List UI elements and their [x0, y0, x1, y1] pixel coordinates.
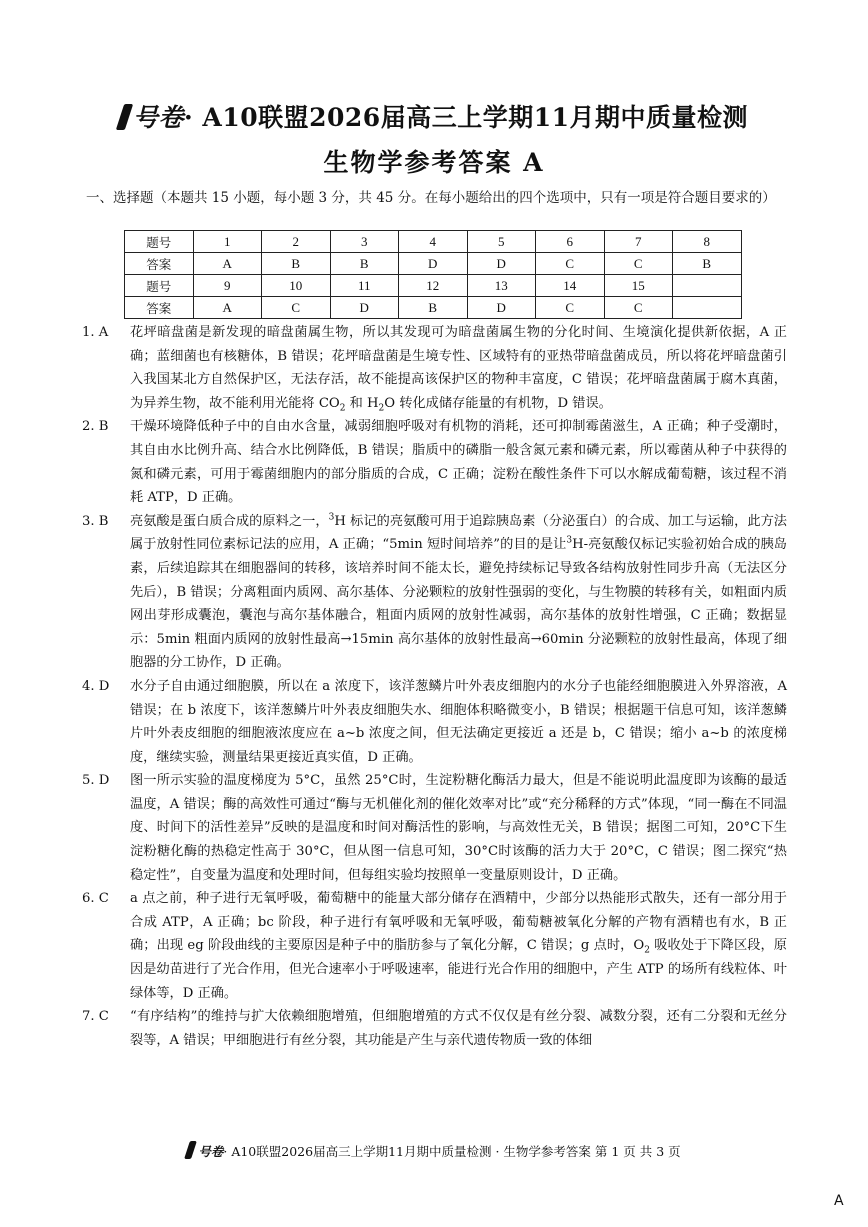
brand-logo-icon [116, 104, 133, 130]
table-cell: 11 [330, 275, 399, 297]
table-cell: A [193, 297, 262, 319]
table-cell: 13 [467, 275, 536, 297]
table-cell: 9 [193, 275, 262, 297]
table-cell: C [262, 297, 331, 319]
table-cell: 8 [673, 231, 742, 253]
list-item [82, 415, 787, 509]
list-item [82, 675, 787, 769]
item-number: 3. B [82, 513, 109, 529]
table-cell: 14 [536, 275, 605, 297]
table-row [125, 275, 742, 297]
list-item [82, 510, 787, 675]
item-explanation: 干燥环境降低种子中的自由水含量，减弱细胞呼吸对有机物的消耗，还可抑制霉菌滋生，A 正确；种子受潮时，其自由水比例升高、结合水比例降低，B 错误；脂质中的磷脂一般含氮元素和磷元素，所以霉菌从种子中获得的氮和磷元素，可用于霉菌细胞内的部分脂质的合成，C 正确；淀粉在酸性条件下可以水解成葡萄糖，该过程不消耗 ATP，D 正确。 [130, 419, 787, 506]
table-cell: A [193, 253, 262, 275]
item-explanation: a 点之前，种子进行无氧呼吸，葡萄糖中的能量大部分储存在酒精中，少部分以热能形式散失，还有一部分用于合成 ATP，A 正确；bc 阶段，种子进行有氧呼吸和无氧呼吸，葡萄糖被氧化分解的产物有酒精也有水，B 正确；出现 eg 阶段曲线的主要原因是种子中的脂肪参与了氧化分解，C 错误；g 点时，$O_2$ 吸收处于下降区段，原因是幼苗进行了光合作用，但光合速率小于呼吸速率，能进行光合作用的细胞中，产生 ATP 的场所有线粒体、叶绿体等，D 正确。 [130, 891, 787, 1001]
answer-table [124, 230, 742, 319]
document-subtitle: 生物学参考答案 A [323, 148, 545, 177]
table-cell: D [330, 297, 399, 319]
brand-name: 号卷 [133, 103, 185, 132]
table-cell: B [330, 253, 399, 275]
footer-brand: 号卷 [198, 1144, 224, 1159]
item-number: 5. D [82, 773, 110, 789]
table-cell: 6 [536, 231, 605, 253]
table-row [125, 297, 742, 319]
explanation-list [82, 321, 787, 1052]
table-cell: 2 [262, 231, 331, 253]
table-cell [673, 275, 742, 297]
table-cell: 3 [330, 231, 399, 253]
item-number: 6. C [82, 891, 109, 907]
table-cell: C [536, 253, 605, 275]
list-item [82, 1005, 787, 1052]
item-explanation: 图一所示实验的温度梯度为 5°C，虽然 25°C时，生淀粉糖化酶活力最大，但是不能说明此温度即为该酶的最适温度，A 错误；酶的高效性可通过“酶与无机催化剂的催化效率对比”或“充分稀释的方式”体现，“同一酶在不同温度、时间下的活性差异”反映的是温度和时间对酶活性的影响，与高效性无关，B 错误；据图二可知，20°C下生淀粉糖化酶的热稳定性高于 30°C，但从图一信息可知，30°C时该酶的活力大于 20°C，C 错误；图二探究“热稳定性”，自变量为温度和处理时间，但每组实验均按照单一变量原则设计，D 正确。 [130, 773, 787, 883]
table-cell: 5 [467, 231, 536, 253]
table-cell: 4 [399, 231, 468, 253]
table-row [125, 231, 742, 253]
table-cell: B [673, 253, 742, 275]
item-number: 7. C [82, 1009, 109, 1025]
table-cell: 10 [262, 275, 331, 297]
table-cell: C [604, 253, 673, 275]
list-item [82, 769, 787, 887]
table-cell: 1 [193, 231, 262, 253]
item-number: 2. B [82, 419, 109, 435]
table-row-label: 答案 [125, 297, 194, 319]
table-cell [673, 297, 742, 319]
table-cell: B [399, 297, 468, 319]
item-number: 1. A [82, 325, 109, 340]
table-row-label: 题号 [125, 275, 194, 297]
footer-text: · A10联盟2026届高三上学期11月期中质量检测 · 生物学参考答案 第 1 页 共 3 页 [223, 1144, 681, 1159]
table-cell: D [399, 253, 468, 275]
list-item [82, 321, 787, 415]
table-cell: D [467, 253, 536, 275]
table-row [125, 253, 742, 275]
exam-title: · A10联盟2026届高三上学期11月期中质量检测 [184, 103, 748, 132]
table-row-label: 题号 [125, 231, 194, 253]
table-cell: 7 [604, 231, 673, 253]
brand-logo-icon [184, 1141, 197, 1159]
document-title [0, 98, 868, 134]
corner-mark: A [834, 1193, 844, 1209]
table-cell: B [262, 253, 331, 275]
item-explanation: 水分子自由通过细胞膜，所以在 a 浓度下，该洋葱鳞片叶外表皮细胞内的水分子也能经细胞膜进入外界溶液，A 错误；在 b 浓度下，该洋葱鳞片叶外表皮细胞失水、细胞体积略微变小，B 错误；根据题干信息可知，该洋葱鳞片叶外表皮细胞的细胞液浓度应在 a~b 浓度之间，但无法确定更接近 a 还是 b，C 错误；缩小 a~b 的浓度梯度，继续实验，测量结果更接近真实值，D 正确。 [130, 678, 787, 765]
page-footer [0, 1141, 868, 1160]
table-cell: C [536, 297, 605, 319]
item-explanation: “有序结构”的维持与扩大依赖细胞增殖，但细胞增殖的方式不仅仅是有丝分裂、减数分裂，还有二分裂和无丝分裂等，A 错误；甲细胞进行有丝分裂，其功能是产生与亲代遗传物质一致的体细 [130, 1009, 787, 1048]
item-explanation: 亮氨酸是蛋白质合成的原料之一，$^3$H 标记的亮氨酸可用于追踪胰岛素（分泌蛋白）的合成、加工与运输，此方法属于放射性同位素标记法的应用，A 正确；“5min 短时间培养”的目的是让$^3$H-亮氨酸仅标记实验初始合成的胰岛素，后续追踪其在细胞器间的转移，该培养时间不能太长，避免持续标记导致各结构放射性同步升高（无法区分先后），B 错误；分离粗面内质网、高尔基体、分泌颗粒的放射性强弱的变化，与生物膜的转移有关，如粗面内质网出芽形成囊泡，囊泡与高尔基体融合，粗面内质网的放射性减弱，高尔基体的放射性增强，C 正确；数据显示：5min 粗面内质网的放射性最高→15min 高尔基体的放射性最高→60min 分泌颗粒的放射性最高，体现了细胞器的分工协作，D 正确。 [130, 512, 787, 671]
table-row-label: 答案 [125, 253, 194, 275]
section-heading: 一、选择题（本题共 15 小题，每小题 3 分，共 45 分。在每小题给出的四个选项中，只有一项是符合题目要求的） [86, 190, 776, 206]
table-cell: D [467, 297, 536, 319]
item-explanation: 花坪暗盘菌是新发现的暗盘菌属生物，所以其发现可为暗盘菌属生物的分化时间、生境演化提供新依据，A 正确；蓝细菌也有核糖体，B 错误；花坪暗盘菌是生境专性、区域特有的亚热带暗盘菌成员，所以将花坪暗盘菌引入我国某北方自然保护区，无法存活，故不能提高该保护区的物种丰富度，C 错误；花坪暗盘菌属于腐木真菌，为异养生物，故不能利用光能将 $CO_2$ 和 $H_2O$ 转化成储存能量的有机物，D 错误。 [130, 325, 787, 414]
list-item [82, 887, 787, 1005]
item-number: 4. D [82, 678, 110, 694]
table-cell: 12 [399, 275, 468, 297]
table-cell: 15 [604, 275, 673, 297]
table-cell: C [604, 297, 673, 319]
